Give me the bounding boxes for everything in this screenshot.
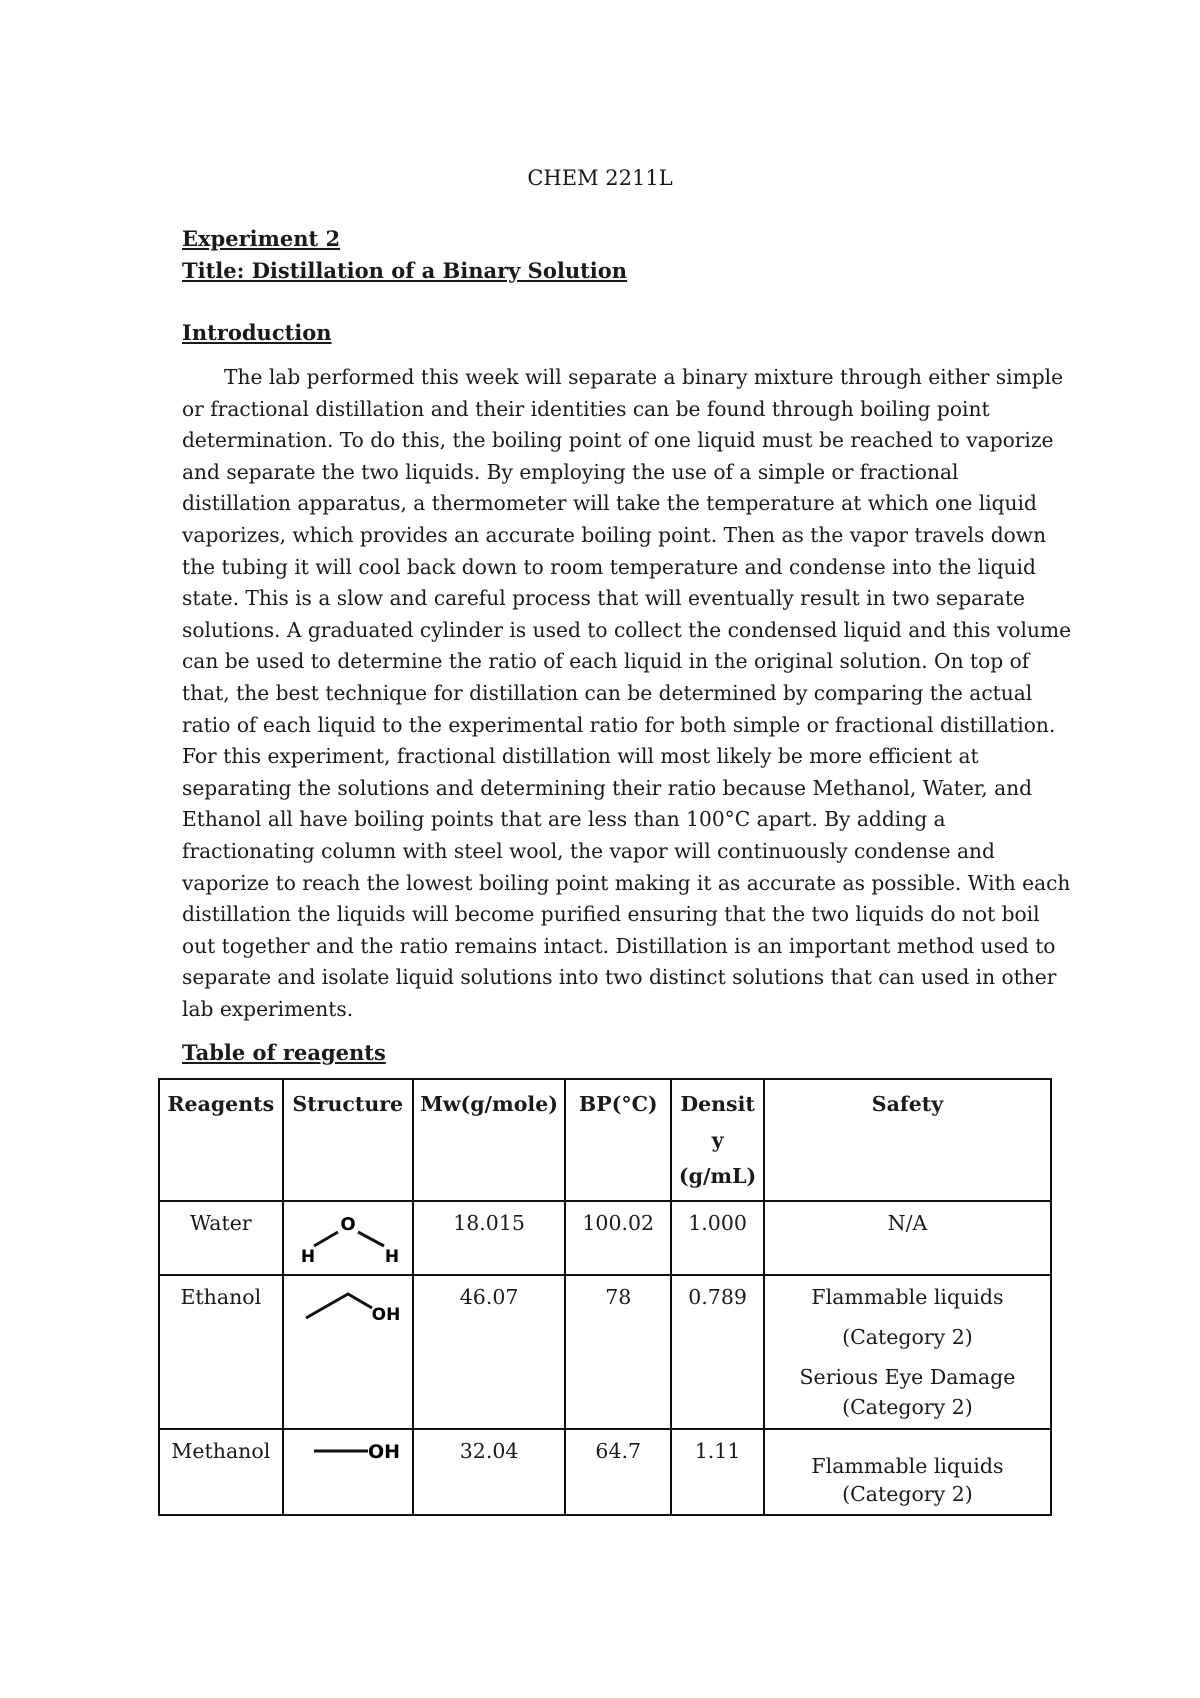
mw-value: 18.015 bbox=[413, 1201, 565, 1275]
hydrogen-left-label: H bbox=[300, 1247, 315, 1266]
course-code: CHEM 2211L bbox=[527, 166, 673, 190]
safety-value bbox=[764, 1201, 1051, 1275]
introduction-heading: Introduction bbox=[182, 320, 332, 345]
intro-line: Ethanol all have boiling points that are less than 100°C apart. By adding a bbox=[182, 807, 946, 832]
hydrogen-right-label: H bbox=[384, 1247, 399, 1266]
bp-value: 78 bbox=[565, 1275, 671, 1429]
safety-line: Flammable liquids bbox=[811, 1454, 1004, 1478]
table-row bbox=[159, 1275, 1051, 1429]
header-reagents: Reagents bbox=[159, 1079, 283, 1201]
header-density bbox=[671, 1079, 764, 1201]
mw-value: 46.07 bbox=[413, 1275, 565, 1429]
intro-line: For this experiment, fractional distillation will most likely be more efficient at bbox=[182, 744, 979, 769]
intro-line: ratio of each liquid to the experimental ratio for both simple or fractional distillation. bbox=[182, 712, 1056, 737]
table-row bbox=[159, 1429, 1051, 1515]
bp-value: 64.7 bbox=[565, 1429, 671, 1515]
intro-line: state. This is a slow and careful process that will eventually result in two separate bbox=[182, 586, 1025, 611]
header-density-part: Densit bbox=[680, 1092, 755, 1116]
density-value: 1.000 bbox=[671, 1201, 764, 1275]
intro-line: solutions. A graduated cylinder is used to collect the condensed liquid and this volume bbox=[182, 617, 1072, 642]
intro-line: vaporizes, which provides an accurate boiling point. Then as the vapor travels down bbox=[182, 522, 1047, 547]
safety-value bbox=[764, 1275, 1051, 1429]
table-row bbox=[159, 1201, 1051, 1275]
header-safety: Safety bbox=[764, 1079, 1051, 1201]
ethanol-structure-drawing bbox=[292, 1280, 404, 1330]
reagent-name: Methanol bbox=[159, 1429, 283, 1515]
intro-line: the tubing it will cool back down to room temperature and condense into the liquid bbox=[182, 554, 1036, 579]
methanol-structure-drawing bbox=[292, 1434, 404, 1470]
intro-line: out together and the ratio remains intact. Distillation is an important method used to bbox=[182, 933, 1056, 958]
safety-value bbox=[764, 1429, 1051, 1515]
hydroxyl-label: OH bbox=[367, 1441, 400, 1463]
intro-line: distillation the liquids will become purified ensuring that the two liquids do not boil bbox=[182, 902, 1040, 927]
intro-line: determination. To do this, the boiling point of one liquid must be reached to vaporize bbox=[182, 428, 1054, 453]
safety-line: (Category 2) bbox=[842, 1325, 973, 1349]
density-value: 0.789 bbox=[671, 1275, 764, 1429]
intro-line: separating the solutions and determining their ratio because Methanol, Water, and bbox=[182, 775, 1033, 800]
intro-line: vaporize to reach the lowest boiling point making it as accurate as possible. With each bbox=[182, 870, 1071, 895]
intro-line: lab experiments. bbox=[182, 996, 354, 1021]
reagent-name: Water bbox=[159, 1201, 283, 1275]
header-bp: BP(°C) bbox=[565, 1079, 671, 1201]
safety-line: Flammable liquids bbox=[811, 1285, 1004, 1309]
oxygen-label: O bbox=[340, 1214, 356, 1235]
water-structure-drawing bbox=[292, 1206, 404, 1266]
methanol-structure bbox=[283, 1429, 413, 1515]
intro-line: or fractional distillation and their identities can be found through boiling point bbox=[182, 396, 990, 421]
header-density-part: (g/mL) bbox=[678, 1164, 757, 1188]
header-mw: Mw(g/mole) bbox=[413, 1079, 565, 1201]
reagent-name: Ethanol bbox=[159, 1275, 283, 1429]
header-density-part: y bbox=[711, 1128, 724, 1152]
safety-line: N/A bbox=[887, 1211, 928, 1235]
safety-line: Serious Eye Damage bbox=[799, 1365, 1016, 1389]
hydroxyl-label: OH bbox=[371, 1305, 401, 1325]
density-value: 1.11 bbox=[671, 1429, 764, 1515]
intro-line: separate and isolate liquid solutions into two distinct solutions that can used in other bbox=[182, 965, 1057, 990]
intro-line: that, the best technique for distillation can be determined by comparing the actual bbox=[182, 680, 1033, 705]
header-structure: Structure bbox=[283, 1079, 413, 1201]
intro-line: can be used to determine the ratio of each liquid in the original solution. On top of bbox=[182, 649, 1030, 674]
intro-line: fractionating column with steel wool, the vapor will continuously condense and bbox=[182, 838, 995, 863]
reagents-table bbox=[158, 1078, 1052, 1516]
intro-line: distillation apparatus, a thermometer will take the temperature at which one liquid bbox=[182, 491, 1037, 516]
safety-line: (Category 2) bbox=[842, 1482, 973, 1506]
ethanol-structure bbox=[283, 1275, 413, 1429]
intro-line: The lab performed this week will separate a binary mixture through either simple bbox=[224, 365, 1064, 389]
table-heading: Table of reagents bbox=[182, 1040, 386, 1065]
intro-line: and separate the two liquids. By employing the use of a simple or fractional bbox=[182, 459, 959, 484]
experiment-number: Experiment 2 bbox=[182, 226, 341, 251]
water-structure bbox=[283, 1201, 413, 1275]
bp-value: 100.02 bbox=[565, 1201, 671, 1275]
introduction-paragraph bbox=[182, 362, 1072, 1025]
experiment-title: Title: Distillation of a Binary Solution bbox=[182, 258, 628, 283]
table-header-row bbox=[159, 1079, 1051, 1201]
mw-value: 32.04 bbox=[413, 1429, 565, 1515]
safety-line: (Category 2) bbox=[842, 1395, 973, 1419]
